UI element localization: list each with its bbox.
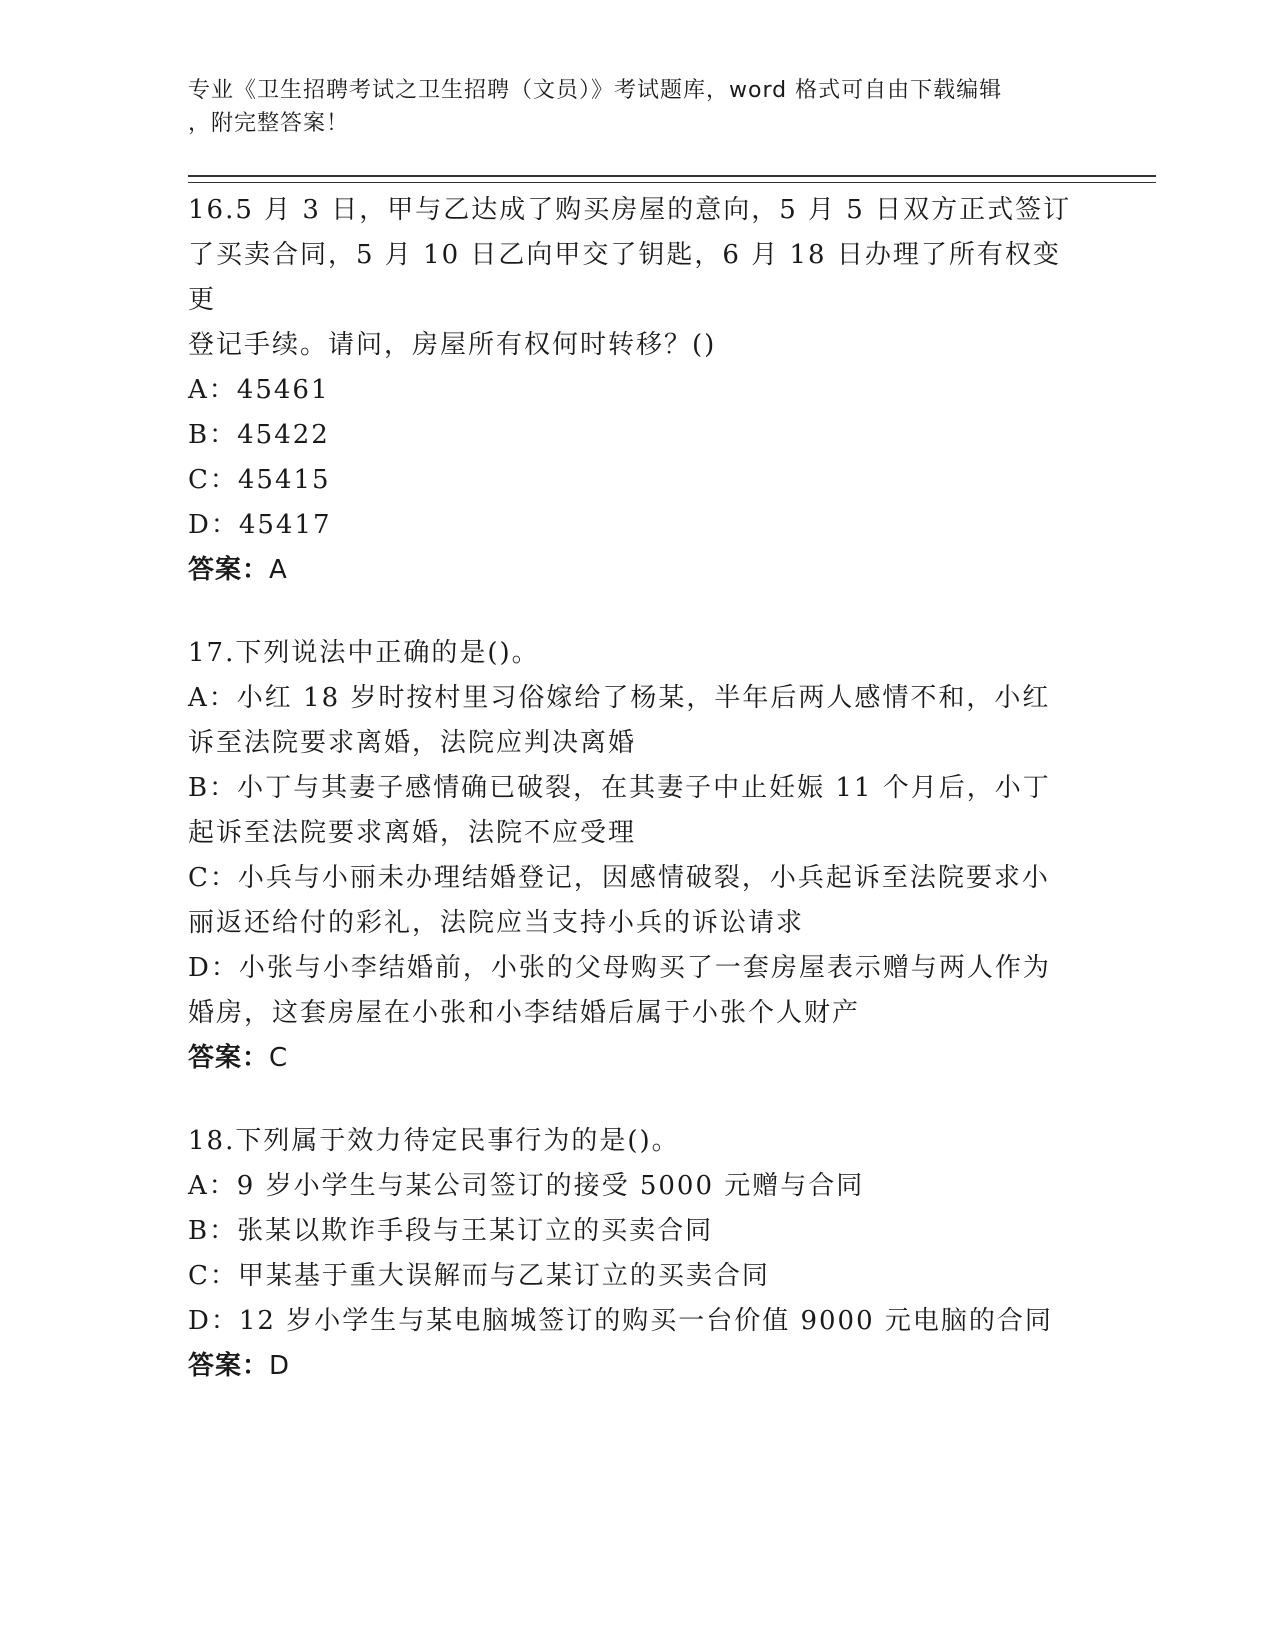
option-b: B：45422 bbox=[188, 420, 330, 450]
answer-label: 答案： bbox=[188, 1351, 270, 1381]
option-a: A：45461 bbox=[188, 375, 330, 405]
question-stem-line: 了买卖合同，5 月 10 日乙向甲交了钥匙，6 月 18 日办理了所有权变更 bbox=[188, 240, 1061, 315]
question-list bbox=[188, 188, 1088, 1427]
option-d: D：小张与小李结婚前，小张的父母购买了一套房屋表示赠与两人作为 bbox=[188, 953, 1051, 983]
answer-line bbox=[188, 1036, 1088, 1081]
option-b: B：小丁与其妻子感情确已破裂，在其妻子中止妊娠 11 个月后，小丁 bbox=[188, 773, 1051, 803]
answer-value: C bbox=[269, 1043, 289, 1073]
header-divider-thick bbox=[188, 175, 1156, 177]
answer-line bbox=[188, 1344, 1088, 1389]
option-d: D：45417 bbox=[188, 510, 332, 540]
document-header bbox=[188, 74, 1068, 140]
option-a-continued: 诉至法院要求离婚，法院应判决离婚 bbox=[188, 728, 637, 758]
header-line-2: ，附完整答案！ bbox=[188, 111, 350, 136]
answer-value: A bbox=[269, 555, 288, 585]
question-16 bbox=[188, 188, 1088, 593]
question-stem-line: 登记手续。请问，房屋所有权何时转移？() bbox=[188, 330, 717, 360]
option-a: A：小红 18 岁时按村里习俗嫁给了杨某，半年后两人感情不和，小红 bbox=[188, 683, 1051, 713]
option-c: C：小兵与小丽未办理结婚登记，因感情破裂，小兵起诉至法院要求小 bbox=[188, 863, 1050, 893]
option-c: C：甲某基于重大误解而与乙某订立的买卖合同 bbox=[188, 1261, 770, 1291]
question-stem-line: 18.下列属于效力待定民事行为的是()。 bbox=[188, 1126, 680, 1156]
option-a: A：9 岁小学生与某公司签订的接受 5000 元赠与合同 bbox=[188, 1171, 865, 1201]
question-stem-line: 17.下列说法中正确的是()。 bbox=[188, 638, 540, 668]
answer-line bbox=[188, 548, 1088, 593]
option-c-continued: 丽返还给付的彩礼，法院应当支持小兵的诉讼请求 bbox=[188, 908, 805, 938]
option-b-continued: 起诉至法院要求离婚，法院不应受理 bbox=[188, 818, 637, 848]
option-d-continued: 婚房，这套房屋在小张和小李结婚后属于小张个人财产 bbox=[188, 998, 861, 1028]
option-b: B：张某以欺诈手段与王某订立的买卖合同 bbox=[188, 1216, 714, 1246]
question-stem-line: 16.5 月 3 日，甲与乙达成了购买房屋的意向，5 月 5 日双方正式签订 bbox=[188, 195, 1072, 225]
question-18 bbox=[188, 1119, 1088, 1389]
question-17 bbox=[188, 631, 1088, 1081]
option-c: C：45415 bbox=[188, 465, 331, 495]
header-divider-thin bbox=[188, 182, 1156, 183]
answer-label: 答案： bbox=[188, 555, 270, 585]
option-d: D：12 岁小学生与某电脑城签订的购买一台价值 9000 元电脑的合同 bbox=[188, 1306, 1053, 1336]
answer-label: 答案： bbox=[188, 1043, 270, 1073]
answer-value: D bbox=[269, 1351, 291, 1381]
header-line-1: 专业《卫生招聘考试之卫生招聘（文员）》考试题库，word 格式可自由下载编辑 bbox=[188, 78, 1003, 103]
